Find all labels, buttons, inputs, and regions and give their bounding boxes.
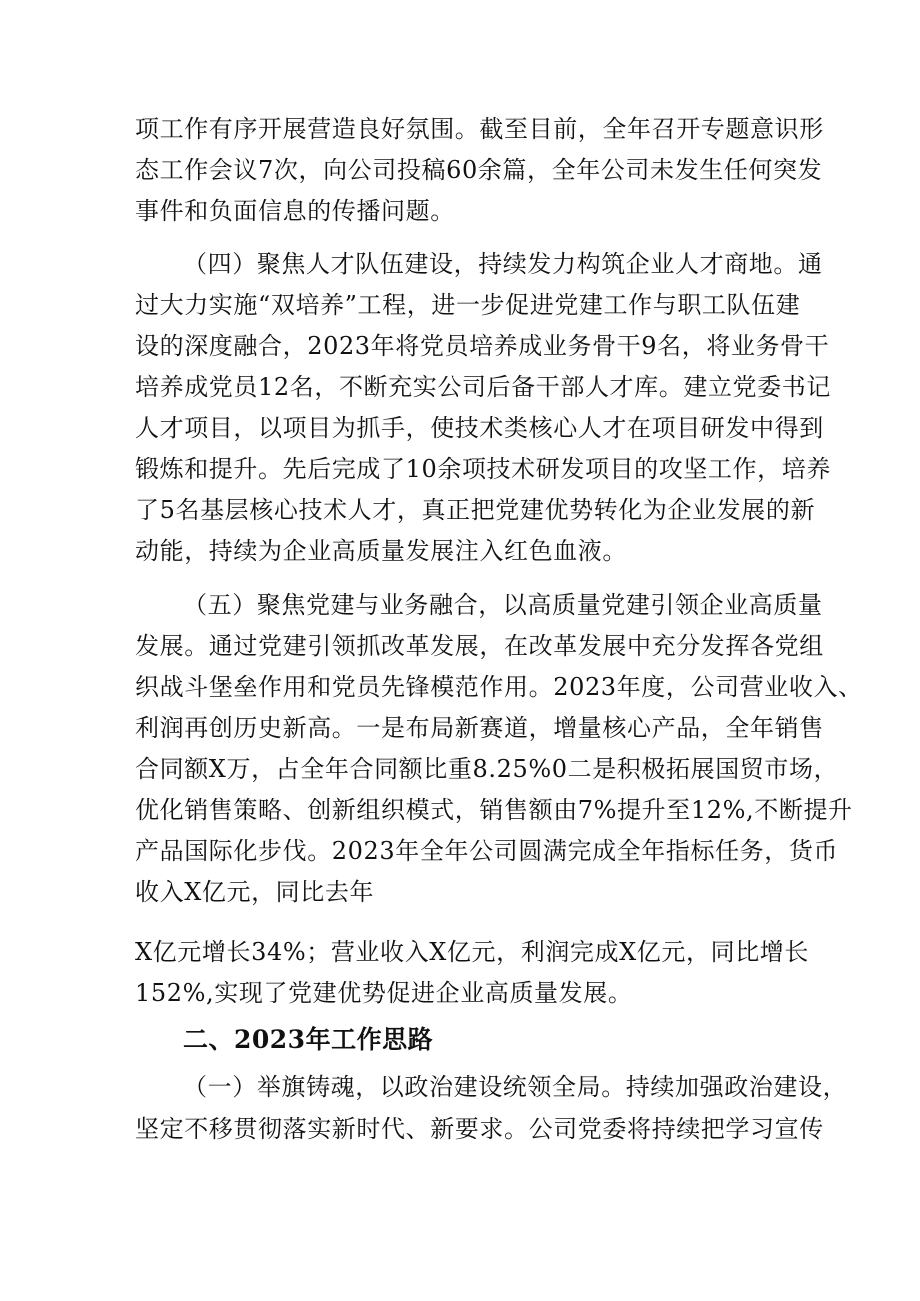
paragraph-line: 152%,实现了党建优势促进企业高质量发展。: [135, 979, 633, 1007]
paragraph-line: X亿元增长34%；营业收入X亿元，利润完成X亿元，同比增长: [135, 938, 809, 966]
paragraph-line: 收入X亿元，同比去年: [135, 878, 375, 906]
section-heading: 二、2023年工作思路: [183, 1025, 434, 1054]
paragraph-line: （四）聚焦人才队伍建设，持续发力构筑企业人才商地。通: [183, 250, 823, 278]
paragraph-line: 设的深度融合，2023年将党员培养成业务骨干9名，将业务骨干: [135, 332, 830, 360]
paragraph-line: 事件和负面信息的传播问题。: [135, 197, 455, 225]
paragraph-line: （一）举旗铸魂，以政治建设统领全局。持续加强政治建设，: [183, 1073, 848, 1101]
paragraph-line: 坚定不移贯彻落实新时代、新要求。公司党委将持续把学习宣传: [135, 1115, 824, 1143]
paragraph-line: 织战斗堡垒作用和党员先锋模范作用。2023年度，公司营业收入、: [135, 673, 863, 701]
paragraph-line: （五）聚焦党建与业务融合，以高质量党建引领企业高质量: [183, 591, 823, 619]
paragraph-line: 合同额X万，占全年合同额比重8.25%0二是积极拓展国贸市场，: [135, 755, 839, 783]
paragraph-line: 发展。通过党建引领抓改革发展，在改革发展中充分发挥各党组: [135, 632, 824, 660]
paragraph-line: 了5名基层核心技术人才，真正把党建优势转化为企业发展的新: [135, 496, 816, 524]
paragraph-line: 动能，持续为企业高质量发展注入红色血液。: [135, 537, 627, 565]
paragraph-line: 锻炼和提升。先后完成了10余项技术研发项目的攻坚工作，培养: [135, 455, 831, 483]
paragraph-line: 人才项目，以项目为抓手，使技术类核心人才在项目研发中得到: [135, 414, 824, 442]
paragraph-line: 过大力实施“双培养”工程，进一步促进党建工作与职工队伍建: [135, 291, 801, 319]
paragraph-line: 利润再创历史新高。一是布局新赛道，增量核心产品，全年销售: [135, 714, 824, 742]
paragraph-line: 优化销售策略、创新组织模式，销售额由7%提升至12%,不断提升: [135, 796, 853, 824]
paragraph-line: 态工作会议7次，向公司投稿60余篇，全年公司未发生任何突发: [135, 156, 823, 184]
paragraph-line: 培养成党员12名，不断充实公司后备干部人才库。建立党委书记: [135, 373, 831, 401]
paragraph-line: 项工作有序开展营造良好氛围。截至目前，全年召开专题意识形: [135, 115, 824, 143]
paragraph-line: 产品国际化步伐。2023年全年公司圆满完成全年指标任务，货币: [135, 837, 839, 865]
